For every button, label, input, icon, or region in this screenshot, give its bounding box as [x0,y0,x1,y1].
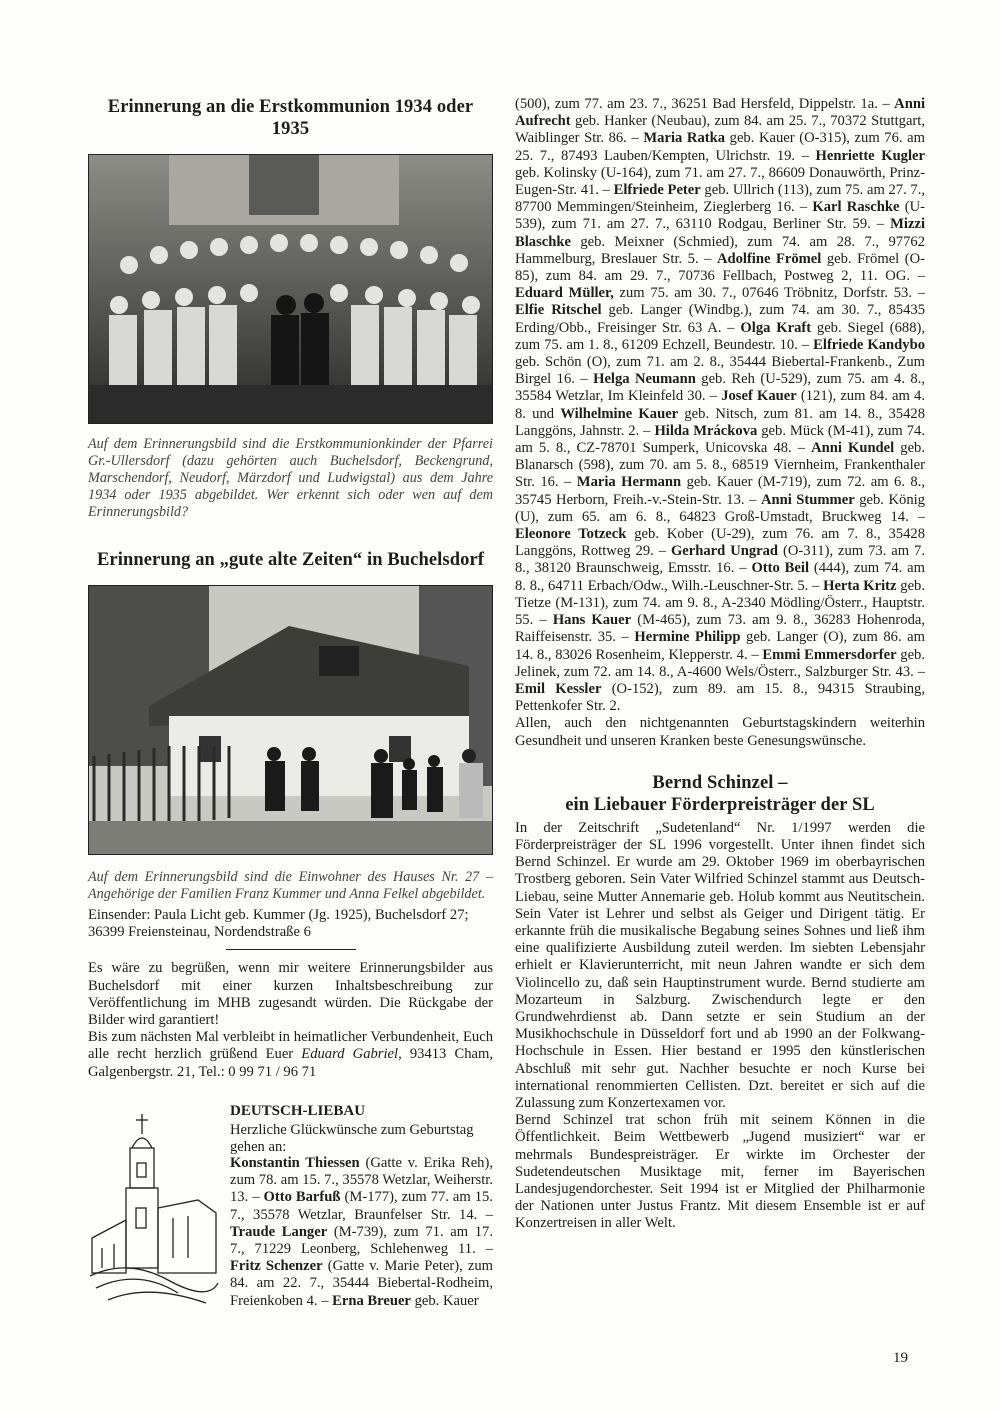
birthday-details: geb. Jelinek, zum 72. am 14. 8., A-4600 Wels/Österr., Salzburger Str. 43. – [515,646,925,680]
right-column [515,96,925,1233]
birthday-name: Adolfine Frömel [716,250,822,267]
birthday-name: Anni Aufrecht [515,96,925,130]
birthday-details: geb. Kauer (O-315), zum 76. am 25. 7., 87493 Lauben/Kempten, Ulrichstr. 19. – [515,130,925,164]
birthday-details: geb. Kauer (M-719), zum 72. am 6. 8., 35745 Herborn, Freih.-v.-Stein-Str. 13. – [515,474,926,508]
birthday-details: geb. Ullrich (113), zum 75. am 27. 7., 87700 Memmingen/Steinheim, Zieglerberg 16. – [515,182,925,216]
birthday-name: Konstantin Thiessen [230,1155,360,1171]
birthday-name: Hilda Mráckova [654,422,758,439]
birthday-name: Henriette Kugler [815,147,925,164]
author-name: Eduard Gabriel, [301,1046,402,1063]
left-column [88,96,493,1081]
birthday-details: geb. Nitsch, zum 81. am 14. 8., 35428 Langgöns, Jahnstr. 2. – [515,405,925,439]
birthday-details: geb. Kober (U-29), zum 76. am 7. 8., 35428 Langgöns, Rottweg 29. – [515,526,925,560]
birthday-details: (M-465), zum 73. am 9. 8., 36283 Hohenroda, Raiffeisenstr. 35. – [515,612,926,646]
caption-erstkommunion: Auf dem Erinnerungsbild sind die Erstkommunionkinder der Pfarrei Gr.-Ullersdorf (dazu gehörten auch Buchelsdorf, Beckengrund, Marschendorf, Neudorf, Märzdorf und Ludwigstal) aus dem Jahre 1934 oder 1935 abgebildet. Wer erkennt sich oder wen auf dem Erinnerungsbild? [88,436,493,520]
birthday-details: geb. Reh (U-529), zum 75. am 4. 8., 35584 Wetzlar, Im Kleinfeld 30. – [515,371,926,405]
birthday-details: geb. Siegel (688), zum 75. am 1. 8., 61209 Echzell, Beundestr. 10. – [515,319,925,353]
birthday-name: Hermine Philipp [634,629,741,646]
birthday-details: geb. Tietze (M-131), zum 74. am 9. 8., A-2340 Mödling/Österr., Hauptstr. 55. – [515,577,925,629]
birthday-details: (121), zum 84. am 4. 8. und [515,388,925,422]
village-house-photo [89,586,492,854]
birthday-details: geb. Langer (O), zum 86. am 14. 8., 83026 Rosenheim, Klepperstr. 4. – [515,629,925,663]
birthday-details: geb. Mück (M-41), zum 74. am 5. 8., CZ-78701 Sumperk, Unicovska 48. – [515,422,925,457]
birthday-details: (O-311), zum 73. am 7. 8., 38120 Braunschweig, Emsstr. 16. – [515,543,925,577]
birthday-paragraph-left [88,1155,493,1310]
birthday-name: Hans Kauer [552,612,632,629]
birthday-name: Emmi Emmersdorfer [762,646,897,663]
birthday-details: geb. Hanker (Neubau), zum 84. am 25. 7., 70372 Stuttgart, Waiblinger Str. 86. – [515,113,925,147]
birthday-name: Anni Stummer [760,491,855,508]
appeal-paragraph: Es wäre zu begrüßen, wenn mir weitere Erinnerungsbilder aus Buchelsdorf mit einer kurzen Inhaltsbeschreibung zur Veröffentlichung im MHB zugesandt würden. Die Rückgabe der Bilder wird garantiert! [88,960,493,1029]
birthday-name: Erna Breuer [332,1292,411,1309]
birthday-name: Maria Ratka [643,130,726,147]
birthday-details: geb. Frömel (O-85), zum 84. am 29. 7., 70736 Fellbach, Postweg 2, 11. OG. – [515,250,925,285]
caption-buchelsdorf: Auf dem Erinnerungsbild sind die Einwohner des Hauses Nr. 27 – Angehörige der Familien Franz Kummer und Anna Felkel abgebildet. [88,869,493,902]
birthday-details: (444), zum 74. am 8. 8., 64711 Erbach/Odw., Wilh.-Leuschner-Str. 5. – [515,560,925,594]
page-number: 19 [893,1350,908,1366]
birthday-name: Mizzi Blaschke [515,216,925,250]
birthday-name: Elfriede Kandybo [813,336,925,353]
article-paragraph-2: Bernd Schinzel trat schon früh mit seinem Können in die Öffentlichkeit. Beim Wettbewerb „Jugend musiziert“ war er mehrmals Bundespreisträger. Er wirkte im Orchester der Sudetendeutschen Musiktage mit, ferner im Bayerischen Landesjugendorchester. Seit 1994 ist er Mitglied der Philharmonie der Nationen unter Justus Frantz. Mit diesem Ensemble ist er auf Konzertreisen in aller Welt. [515,1112,925,1232]
photo-buchelsdorf [88,585,493,855]
birthday-details: geb. König (U), zum 65. am 6. 8., 64823 Groß-Umstadt, Bruckweg 14. – [515,491,925,525]
birthday-details: geb. Kolinsky (U-164), zum 71. am 27. 7., 86609 Donauwörth, Prinz-Eugen-Str. 41. – [515,164,925,199]
birthday-name: Wilhelmine Kauer [560,405,679,422]
article-paragraph-1: In der Zeitschrift „Sudetenland“ Nr. 1/1997 werden die Förderpreisträger der SL 1996 vorgestellt. Unter ihnen findet sich Bernd Schinzel. Er wurde am 29. Oktober 1969 im oberbayrischen Trostberg geboren. Sein Vater Wilfried Schinzel stammt aus Deutsch-Liebau, seine Mutter Annemarie geb. Holub kommt aus Neutitschein. Sein Vater ist Lehrer und selbst als Geiger und Dirigent tätig. Er erkannte früh die musikalische Begabung seines Sohnes und ließ ihm eine qualifizierte Ausbildung zuteil werden. Im siebten Lebensjahr erhielt er Klavierunterricht, mit neun Jahren wandte er sich dem Violincello zu, daß sein Hauptinstrument wurde. Bernd studierte am Mozarteum in Salzburg. Zwischendurch legte er den Grundwehrdienst ab. Dann setzte er sein Studium an der Musikhochschule in Düsseldorf fort und ab 1990 an der Folkwang-Hochschule in Essen. Hier bestand er 1995 den künstlerischen Abschluß mit sehr gut. Nachher besuchte er noch Kurse bei international renommierten Cellisten. Dzt. bereitet er sich auf die Zulassung zum Konzertexamen vor. [515,819,925,1111]
heading-buchelsdorf: Erinnerung an „gute alte Zeiten“ in Buchelsdorf [96,550,485,570]
birthday-details: geb. Langer (Windbg.), zum 74. am 30. 7., 85435 Erding/Obb., Freisinger Str. 63 A. – [515,302,925,336]
article-title-line1: Bernd Schinzel – [652,772,788,793]
deutsch-liebau-section [230,1103,493,1157]
birthday-details: (M-739), zum 71. am 17. 7., 71229 Leonberg, Schlehenweg 11. – [230,1223,493,1258]
birthday-name: Karl Raschke [812,199,900,216]
wishes-paragraph: Allen, auch den nichtgenannten Geburtstagskindern weiterhin Gesundheit und unseren Kranken beste Genesungswünsche. [515,715,925,749]
birthday-details: geb. Schön (O), zum 71. am 2. 8., 35444 Biebertal-Frankenb., Zum Birgel 16. – [515,354,925,388]
communion-group-photo [89,155,492,423]
birthday-name: Maria Hermann [576,474,682,491]
birthday-details: (Gatte v. Marie Peter), zum 84. am 22. 7., 35444 Biebertal-Rodheim, Freienkoben 4. – [230,1258,494,1309]
heading-erstkommunion: Erinnerung an die Erstkommunion 1934 oder 1935 [107,97,474,139]
birthday-name: Olga Kraft [740,319,812,336]
birthday-name: Eleonore Totzeck [515,526,627,543]
birthday-details: geb. Meixner (Schmied), zum 74. am 28. 7., 97762 Hammelburg, Breslauer Str. 5. – [515,233,925,267]
birthday-name: Anni Kundel [811,440,895,457]
birthday-name: Elfriede Peter [613,182,701,199]
birthday-name: Fritz Schenzer [230,1258,323,1275]
closing-paragraph: Bis zum nächsten Mal verbleibt in heimatlicher Verbundenheit, Euch alle recht herzlich grüßend Euer Eduard Gabriel, 93413 Cham, Galgenbergstr. 21, Tel.: 0 99 71 / 96 71 [88,1029,494,1080]
birthday-details: (Gatte v. Erika Reh), zum 78. am 15. 7., 35578 Wetzlar, Weiherstr. 13. – [230,1155,493,1206]
section-title: DEUTSCH-LIEBAU [230,1103,366,1119]
birthday-name: Herta Kritz [823,577,897,594]
sender-note: Einsender: Paula Licht geb. Kummer (Jg. 1925), Buchelsdorf 27; 36399 Freiensteinau, Nordendstraße 6 [88,907,469,941]
birthday-name: Gerhard Ungrad [670,543,779,560]
birthday-name: Josef Kauer [721,388,797,405]
birthday-name: Otto Barfuß [263,1189,341,1206]
article-title-line2: ein Liebauer Förderpreisträger der SL [565,794,875,815]
birthday-list-left [88,1155,493,1310]
birthday-paragraph-right: (500), zum 77. am 23. 7., 36251 Bad Hersfeld, Dippelstr. 1a. – Anni Aufrecht geb. Hanker (Neubau), zum 84. am 25. 7., 70372 Stuttgart, Waiblinger Str. 86. – Maria Ratka geb. Kauer (O-315), zum 76. am 25. 7., 87493 Lauben/Kempten, Ulrichstr. 19. – Henriette Kugler geb. Kolinsky (U-164), zum 71. am 27. 7., 86609 Donauwörth, Prinz-Eugen-Str. 41. – Elfriede Peter geb. Ullrich (113), zum 75. am 27. 7., 87700 Memmingen/Steinheim, Zieglerberg 16. – Karl Raschke (U-539), zum 71. am 27. 7., 63110 Rodgau, Berliner Str. 59. – Mizzi Blaschke geb. Meixner (Schmied), zum 74. am 28. 7., 97762 Hammelburg, Breslauer Str. 5. – Adolfine Frömel geb. Frömel (O-85), zum 84. am 29. 7., 70736 Fellbach, Postweg 2, 11. OG. – Eduard Müller, zum 75. am 30. 7., 07646 Tröbnitz, Dorfstr. 53. – Elfie Ritschel geb. Langer (Windbg.), zum 74. am 30. 7., 85435 Erding/Obb., Freisinger Str. 63 A. – Olga Kraft geb. Siegel (688), zum 75. am 1. 8., 61209 Echzell, Beundestr. 10. – Elfriede Kandybo geb. Schön (O), zum 71. am 2. 8., 35444 Biebertal-Frankenb., Zum Birgel 16. – Helga Neumann geb. Reh (U-529), zum 75. am 4. 8., 35584 Wetzlar, Im Kleinfeld 30. – Josef Kauer (121), zum 84. am 4. 8. und Wilhelmine Kauer geb. Nitsch, zum 81. am 14. 8., 35428 Langgöns, Jahnstr. 2. – Hilda Mráckova geb. Mück (M-41), zum 74. am 5. 8., CZ-78701 Sumperk, Unicovska 48. – Anni Kundel geb. Blanarsch (598), zum 70. am 5. 8., 68519 Viernheim, Frankenthaler Str. 16. – Maria Hermann geb. Kauer (M-719), zum 72. am 6. 8., 35745 Herborn, Freih.-v.-Stein-Str. 13. – Anni Stummer geb. König (U), zum 65. am 6. 8., 64823 Groß-Umstadt, Bruckweg 14. – Eleonore Totzeck geb. Kober (U-29), zum 76. am 7. 8., 35428 Langgöns, Rottweg 29. – Gerhard Ungrad (O-311), zum 73. am 7. 8., 38120 Braunschweig, Emsstr. 16. – Otto Beil (444), zum 74. am 8. 8., 64711 Erbach/Odw., Wilh.-Leuschner-Str. 5. – Herta Kritz geb. Tietze (M-131), zum 74. am 9. 8., A-2340 Mödling/Österr., Hauptstr. 55. – Hans Kauer (M-465), zum 73. am 9. 8., 36283 Hohenroda, Raiffeisenstr. 35. – Hermine Philipp geb. Langer (O), zum 86. am 14. 8., 83026 Rosenheim, Klepperstr. 4. – Emmi Emmersdorfer geb. Jelinek, zum 72. am 14. 8., A-4600 Wels/Österr., Salzburger Str. 43. – Emil Kessler (O-152), zum 89. am 15. 8., 94315 Straubing, Pettenkofer Str. 2. [515,96,926,715]
birthday-details: (O-152), zum 89. am 15. 8., 94315 Straubing, Pettenkofer Str. 2. [515,680,925,715]
birthday-name: Elfie Ritschel [515,302,602,319]
birthday-name: Helga Neumann [593,371,696,388]
birthday-name: Emil Kessler [515,680,602,697]
birthday-details: geb. Kauer [410,1292,479,1309]
birthday-details: (U-539), zum 71. am 27. 7., 63110 Rodgau, Berliner Str. 59. – [515,199,925,233]
divider-rule [226,949,356,950]
birthday-details: geb. Blanarsch (598), zum 70. am 5. 8., 68519 Viernheim, Frankenthaler Str. 16. – [515,440,925,491]
section-intro: Herzliche Glückwünsche zum Geburtstag gehen an: [230,1122,474,1156]
birthday-name: Otto Beil [751,560,810,577]
birthday-details: zum 75. am 30. 7., 07646 Tröbnitz, Dorfstr. 53. – [613,285,925,302]
birthday-name: Eduard Müller, [515,285,614,302]
birthday-name: Traude Langer [230,1223,328,1240]
photo-erstkommunion [88,154,493,424]
birthday-details: (M-177), zum 77. am 15. 7., 35578 Wetzlar, Braunfelser Str. 14. – [230,1189,493,1223]
